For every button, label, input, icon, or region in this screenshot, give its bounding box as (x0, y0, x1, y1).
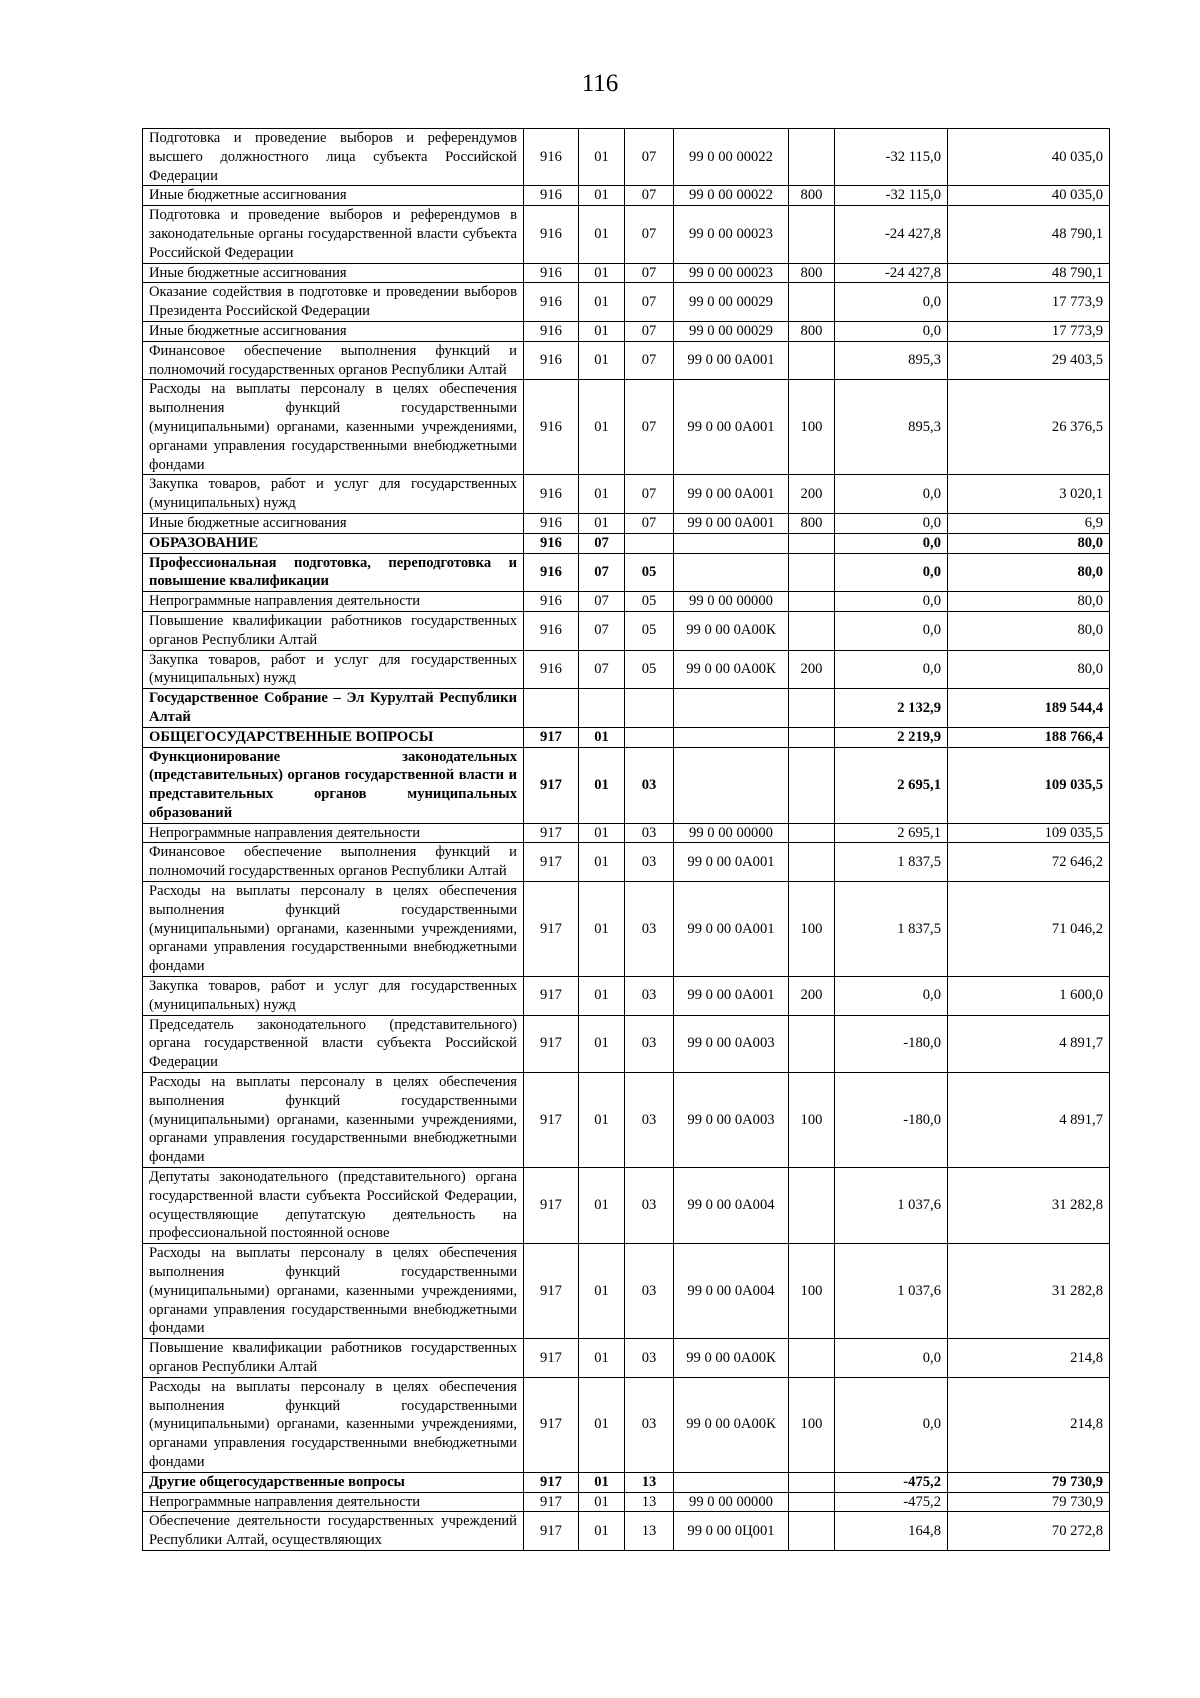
section-code-cell: 01 (579, 380, 625, 475)
subsection-code-cell: 13 (625, 1472, 674, 1492)
row-name-cell: Обеспечение деятельности государственных учреждений Республики Алтай, осуществляющих (143, 1512, 524, 1551)
expense-kind-cell: 200 (789, 475, 835, 514)
subsection-code-cell: 07 (625, 321, 674, 341)
target-code-cell: 99 0 00 0А00К (674, 1377, 789, 1472)
expense-kind-cell (789, 727, 835, 747)
table-body (143, 129, 1110, 1551)
amount-change-cell: 895,3 (835, 341, 948, 380)
admin-code-cell: 917 (524, 727, 579, 747)
table-row (143, 1377, 1110, 1472)
admin-code-cell: 916 (524, 283, 579, 322)
amount-total-cell: 1 600,0 (948, 977, 1110, 1016)
section-code-cell: 01 (579, 747, 625, 823)
row-name-cell: Расходы на выплаты персоналу в целях обеспечения выполнения функций государственными (муниципальными) органами, казенными учреждениями, органами управления государственными внебюджетными фондами (143, 380, 524, 475)
subsection-code-cell: 07 (625, 283, 674, 322)
target-code-cell: 99 0 00 0А001 (674, 882, 789, 977)
amount-change-cell: -24 427,8 (835, 263, 948, 283)
section-code-cell: 01 (579, 823, 625, 843)
admin-code-cell: 917 (524, 1168, 579, 1244)
page-number: 116 (581, 70, 619, 97)
admin-code-cell: 917 (524, 977, 579, 1016)
expense-kind-cell: 200 (789, 977, 835, 1016)
admin-code-cell: 916 (524, 263, 579, 283)
amount-change-cell: 0,0 (835, 1339, 948, 1378)
table-row (143, 206, 1110, 263)
amount-total-cell: 3 020,1 (948, 475, 1110, 514)
amount-total-cell: 79 730,9 (948, 1472, 1110, 1492)
row-name-cell: Финансовое обеспечение выполнения функций и полномочий государственных органов Республики Алтай (143, 843, 524, 882)
section-code-cell: 01 (579, 475, 625, 514)
row-name-cell: Оказание содействия в подготовке и проведении выборов Президента Российской Федерации (143, 283, 524, 322)
expense-kind-cell (789, 1492, 835, 1512)
target-code-cell: 99 0 00 0А00К (674, 611, 789, 650)
section-code-cell: 07 (579, 533, 625, 553)
table-row (143, 882, 1110, 977)
target-code-cell: 99 0 00 0А001 (674, 380, 789, 475)
table-row (143, 1168, 1110, 1244)
target-code-cell (674, 727, 789, 747)
admin-code-cell: 916 (524, 513, 579, 533)
subsection-code-cell: 05 (625, 592, 674, 612)
table-row (143, 592, 1110, 612)
amount-total-cell: 40 035,0 (948, 129, 1110, 186)
expense-kind-cell: 100 (789, 380, 835, 475)
amount-total-cell: 80,0 (948, 553, 1110, 592)
expense-kind-cell: 800 (789, 321, 835, 341)
target-code-cell: 99 0 00 0А001 (674, 513, 789, 533)
target-code-cell: 99 0 00 0А004 (674, 1168, 789, 1244)
amount-change-cell: -32 115,0 (835, 186, 948, 206)
subsection-code-cell: 07 (625, 341, 674, 380)
section-code-cell: 01 (579, 186, 625, 206)
expense-kind-cell (789, 553, 835, 592)
row-name-cell: ОБЩЕГОСУДАРСТВЕННЫЕ ВОПРОСЫ (143, 727, 524, 747)
section-code-cell: 01 (579, 283, 625, 322)
table-row (143, 1073, 1110, 1168)
admin-code-cell: 916 (524, 475, 579, 514)
amount-total-cell: 72 646,2 (948, 843, 1110, 882)
section-code-cell: 01 (579, 1492, 625, 1512)
subsection-code-cell (625, 689, 674, 728)
row-name-cell: Профессиональная подготовка, переподготовка и повышение квалификации (143, 553, 524, 592)
row-name-cell: Иные бюджетные ассигнования (143, 321, 524, 341)
admin-code-cell: 917 (524, 843, 579, 882)
subsection-code-cell: 07 (625, 380, 674, 475)
amount-total-cell: 70 272,8 (948, 1512, 1110, 1551)
section-code-cell: 07 (579, 611, 625, 650)
target-code-cell: 99 0 00 0А001 (674, 843, 789, 882)
amount-change-cell: 0,0 (835, 1377, 948, 1472)
table-row (143, 186, 1110, 206)
subsection-code-cell: 07 (625, 513, 674, 533)
subsection-code-cell: 03 (625, 1073, 674, 1168)
expense-kind-cell (789, 1015, 835, 1072)
amount-change-cell: 0,0 (835, 533, 948, 553)
section-code-cell: 01 (579, 977, 625, 1016)
subsection-code-cell: 13 (625, 1492, 674, 1512)
amount-change-cell: -32 115,0 (835, 129, 948, 186)
admin-code-cell: 917 (524, 1472, 579, 1492)
admin-code-cell: 917 (524, 1073, 579, 1168)
row-name-cell: Расходы на выплаты персоналу в целях обеспечения выполнения функций государственными (муниципальными) органами, казенными учреждениями, органами управления государственными внебюджетными фондами (143, 882, 524, 977)
target-code-cell: 99 0 00 00000 (674, 823, 789, 843)
table-row (143, 1339, 1110, 1378)
amount-change-cell: -180,0 (835, 1073, 948, 1168)
amount-total-cell: 214,8 (948, 1377, 1110, 1472)
target-code-cell: 99 0 00 00000 (674, 592, 789, 612)
admin-code-cell: 916 (524, 553, 579, 592)
subsection-code-cell: 07 (625, 263, 674, 283)
amount-change-cell: 0,0 (835, 592, 948, 612)
section-code-cell: 01 (579, 1339, 625, 1378)
target-code-cell: 99 0 00 0А003 (674, 1015, 789, 1072)
expense-kind-cell (789, 533, 835, 553)
target-code-cell: 99 0 00 0А003 (674, 1073, 789, 1168)
section-code-cell: 01 (579, 263, 625, 283)
amount-change-cell: 0,0 (835, 475, 948, 514)
table-row (143, 129, 1110, 186)
row-name-cell: Другие общегосударственные вопросы (143, 1472, 524, 1492)
target-code-cell (674, 553, 789, 592)
amount-total-cell: 188 766,4 (948, 727, 1110, 747)
expense-kind-cell: 100 (789, 1244, 835, 1339)
subsection-code-cell: 03 (625, 1244, 674, 1339)
target-code-cell (674, 747, 789, 823)
amount-change-cell: 2 695,1 (835, 747, 948, 823)
subsection-code-cell: 05 (625, 611, 674, 650)
table-row (143, 1492, 1110, 1512)
amount-change-cell: -475,2 (835, 1492, 948, 1512)
table-row (143, 689, 1110, 728)
budget-table (142, 128, 1110, 1551)
subsection-code-cell: 05 (625, 553, 674, 592)
section-code-cell (579, 689, 625, 728)
amount-total-cell: 80,0 (948, 611, 1110, 650)
expense-kind-cell (789, 1472, 835, 1492)
subsection-code-cell: 05 (625, 650, 674, 689)
amount-total-cell: 80,0 (948, 533, 1110, 553)
section-code-cell: 01 (579, 843, 625, 882)
admin-code-cell: 916 (524, 592, 579, 612)
target-code-cell: 99 0 00 0Ц001 (674, 1512, 789, 1551)
table-row (143, 380, 1110, 475)
subsection-code-cell: 03 (625, 1168, 674, 1244)
target-code-cell: 99 0 00 0А00К (674, 1339, 789, 1378)
table-row (143, 1015, 1110, 1072)
expense-kind-cell: 100 (789, 1377, 835, 1472)
target-code-cell (674, 533, 789, 553)
amount-change-cell: 895,3 (835, 380, 948, 475)
section-code-cell: 01 (579, 513, 625, 533)
table-row (143, 263, 1110, 283)
row-name-cell: Иные бюджетные ассигнования (143, 263, 524, 283)
table-row (143, 1244, 1110, 1339)
row-name-cell: Непрограммные направления деятельности (143, 1492, 524, 1512)
subsection-code-cell: 13 (625, 1512, 674, 1551)
amount-change-cell: -180,0 (835, 1015, 948, 1072)
amount-total-cell: 31 282,8 (948, 1244, 1110, 1339)
subsection-code-cell: 07 (625, 206, 674, 263)
subsection-code-cell: 03 (625, 843, 674, 882)
target-code-cell (674, 689, 789, 728)
table-row (143, 843, 1110, 882)
amount-change-cell: 0,0 (835, 650, 948, 689)
amount-change-cell: -24 427,8 (835, 206, 948, 263)
target-code-cell: 99 0 00 00023 (674, 206, 789, 263)
subsection-code-cell: 03 (625, 823, 674, 843)
table-row (143, 475, 1110, 514)
expense-kind-cell (789, 1339, 835, 1378)
section-code-cell: 01 (579, 1015, 625, 1072)
table-row (143, 1472, 1110, 1492)
table-row (143, 727, 1110, 747)
table-row (143, 533, 1110, 553)
subsection-code-cell: 03 (625, 747, 674, 823)
amount-change-cell: 1 037,6 (835, 1168, 948, 1244)
row-name-cell: ОБРАЗОВАНИЕ (143, 533, 524, 553)
section-code-cell: 01 (579, 206, 625, 263)
section-code-cell: 01 (579, 1472, 625, 1492)
expense-kind-cell: 200 (789, 650, 835, 689)
subsection-code-cell: 07 (625, 129, 674, 186)
row-name-cell: Непрограммные направления деятельности (143, 592, 524, 612)
amount-total-cell: 80,0 (948, 650, 1110, 689)
admin-code-cell (524, 689, 579, 728)
amount-total-cell: 29 403,5 (948, 341, 1110, 380)
section-code-cell: 01 (579, 1244, 625, 1339)
row-name-cell: Функционирование законодательных (представительных) органов государственной власти и представительных органов муниципальных образований (143, 747, 524, 823)
table-row (143, 553, 1110, 592)
subsection-code-cell: 07 (625, 475, 674, 514)
admin-code-cell: 916 (524, 206, 579, 263)
row-name-cell: Закупка товаров, работ и услуг для государственных (муниципальных) нужд (143, 977, 524, 1016)
target-code-cell: 99 0 00 00029 (674, 321, 789, 341)
target-code-cell: 99 0 00 00000 (674, 1492, 789, 1512)
amount-total-cell: 17 773,9 (948, 283, 1110, 322)
expense-kind-cell (789, 611, 835, 650)
target-code-cell: 99 0 00 0А001 (674, 341, 789, 380)
section-code-cell: 01 (579, 1512, 625, 1551)
row-name-cell: Депутаты законодательного (представительного) органа государственной власти субъекта Российской Федерации, осуществляющие депутатскую деятельность на профессиональной постоянной основе (143, 1168, 524, 1244)
target-code-cell: 99 0 00 0А001 (674, 475, 789, 514)
amount-change-cell: 1 837,5 (835, 882, 948, 977)
table-row (143, 283, 1110, 322)
target-code-cell: 99 0 00 0А001 (674, 977, 789, 1016)
amount-change-cell: 2 695,1 (835, 823, 948, 843)
admin-code-cell: 916 (524, 129, 579, 186)
admin-code-cell: 917 (524, 1492, 579, 1512)
expense-kind-cell (789, 283, 835, 322)
amount-change-cell: 0,0 (835, 283, 948, 322)
expense-kind-cell (789, 129, 835, 186)
admin-code-cell: 917 (524, 1339, 579, 1378)
admin-code-cell: 916 (524, 611, 579, 650)
expense-kind-cell (789, 1512, 835, 1551)
section-code-cell: 01 (579, 129, 625, 186)
section-code-cell: 07 (579, 553, 625, 592)
amount-total-cell: 4 891,7 (948, 1073, 1110, 1168)
row-name-cell: Государственное Собрание – Эл Курултай Республики Алтай (143, 689, 524, 728)
table-row (143, 747, 1110, 823)
section-code-cell: 01 (579, 1168, 625, 1244)
section-code-cell: 07 (579, 592, 625, 612)
amount-change-cell: 2 219,9 (835, 727, 948, 747)
target-code-cell: 99 0 00 0А00К (674, 650, 789, 689)
expense-kind-cell (789, 843, 835, 882)
amount-change-cell: 0,0 (835, 553, 948, 592)
row-name-cell: Председатель законодательного (представительного) органа государственной власти субъекта Российской Федерации (143, 1015, 524, 1072)
table-row (143, 341, 1110, 380)
amount-change-cell: 1 037,6 (835, 1244, 948, 1339)
subsection-code-cell (625, 533, 674, 553)
expense-kind-cell (789, 747, 835, 823)
table-row (143, 513, 1110, 533)
target-code-cell: 99 0 00 00022 (674, 129, 789, 186)
amount-change-cell: 0,0 (835, 977, 948, 1016)
admin-code-cell: 916 (524, 341, 579, 380)
admin-code-cell: 917 (524, 882, 579, 977)
amount-total-cell: 109 035,5 (948, 747, 1110, 823)
table-row (143, 650, 1110, 689)
row-name-cell: Расходы на выплаты персоналу в целях обеспечения выполнения функций государственными (муниципальными) органами, казенными учреждениями, органами управления государственными внебюджетными фондами (143, 1073, 524, 1168)
section-code-cell: 01 (579, 1073, 625, 1168)
section-code-cell: 01 (579, 1377, 625, 1472)
admin-code-cell: 916 (524, 186, 579, 206)
amount-change-cell: 0,0 (835, 513, 948, 533)
row-name-cell: Закупка товаров, работ и услуг для государственных (муниципальных) нужд (143, 650, 524, 689)
amount-total-cell: 48 790,1 (948, 206, 1110, 263)
admin-code-cell: 917 (524, 1377, 579, 1472)
target-code-cell: 99 0 00 00023 (674, 263, 789, 283)
amount-total-cell: 79 730,9 (948, 1492, 1110, 1512)
amount-total-cell: 48 790,1 (948, 263, 1110, 283)
table-row (143, 321, 1110, 341)
target-code-cell: 99 0 00 00029 (674, 283, 789, 322)
subsection-code-cell: 03 (625, 977, 674, 1016)
admin-code-cell: 917 (524, 823, 579, 843)
expense-kind-cell (789, 689, 835, 728)
subsection-code-cell (625, 727, 674, 747)
amount-total-cell: 26 376,5 (948, 380, 1110, 475)
expense-kind-cell: 800 (789, 513, 835, 533)
row-name-cell: Иные бюджетные ассигнования (143, 513, 524, 533)
target-code-cell: 99 0 00 0А004 (674, 1244, 789, 1339)
admin-code-cell: 916 (524, 533, 579, 553)
table-row (143, 823, 1110, 843)
row-name-cell: Иные бюджетные ассигнования (143, 186, 524, 206)
admin-code-cell: 917 (524, 1512, 579, 1551)
table-row (143, 1512, 1110, 1551)
admin-code-cell: 917 (524, 1244, 579, 1339)
admin-code-cell: 917 (524, 747, 579, 823)
row-name-cell: Расходы на выплаты персоналу в целях обеспечения выполнения функций государственными (муниципальными) органами, казенными учреждениями, органами управления государственными внебюджетными фондами (143, 1377, 524, 1472)
amount-total-cell: 80,0 (948, 592, 1110, 612)
expense-kind-cell (789, 206, 835, 263)
target-code-cell (674, 1472, 789, 1492)
subsection-code-cell: 03 (625, 1377, 674, 1472)
admin-code-cell: 916 (524, 380, 579, 475)
expense-kind-cell (789, 823, 835, 843)
amount-total-cell: 214,8 (948, 1339, 1110, 1378)
expense-kind-cell: 100 (789, 1073, 835, 1168)
amount-change-cell: 164,8 (835, 1512, 948, 1551)
table-row (143, 977, 1110, 1016)
amount-total-cell: 109 035,5 (948, 823, 1110, 843)
amount-total-cell: 31 282,8 (948, 1168, 1110, 1244)
section-code-cell: 01 (579, 882, 625, 977)
amount-total-cell: 6,9 (948, 513, 1110, 533)
section-code-cell: 01 (579, 341, 625, 380)
section-code-cell: 07 (579, 650, 625, 689)
row-name-cell: Финансовое обеспечение выполнения функций и полномочий государственных органов Республики Алтай (143, 341, 524, 380)
expense-kind-cell: 100 (789, 882, 835, 977)
table-row (143, 611, 1110, 650)
admin-code-cell: 916 (524, 650, 579, 689)
section-code-cell: 01 (579, 321, 625, 341)
row-name-cell: Подготовка и проведение выборов и референдумов в законодательные органы государственной власти субъекта Российской Федерации (143, 206, 524, 263)
expense-kind-cell: 800 (789, 263, 835, 283)
amount-change-cell: 1 837,5 (835, 843, 948, 882)
amount-change-cell: 0,0 (835, 321, 948, 341)
admin-code-cell: 917 (524, 1015, 579, 1072)
row-name-cell: Подготовка и проведение выборов и референдумов высшего должностного лица субъекта Российской Федерации (143, 129, 524, 186)
amount-total-cell: 189 544,4 (948, 689, 1110, 728)
row-name-cell: Повышение квалификации работников государственных органов Республики Алтай (143, 1339, 524, 1378)
amount-total-cell: 40 035,0 (948, 186, 1110, 206)
admin-code-cell: 916 (524, 321, 579, 341)
amount-total-cell: 71 046,2 (948, 882, 1110, 977)
amount-change-cell: 0,0 (835, 611, 948, 650)
row-name-cell: Повышение квалификации работников государственных органов Республики Алтай (143, 611, 524, 650)
expense-kind-cell (789, 592, 835, 612)
expense-kind-cell (789, 341, 835, 380)
amount-change-cell: 2 132,9 (835, 689, 948, 728)
amount-total-cell: 17 773,9 (948, 321, 1110, 341)
subsection-code-cell: 03 (625, 882, 674, 977)
amount-total-cell: 4 891,7 (948, 1015, 1110, 1072)
expense-kind-cell: 800 (789, 186, 835, 206)
row-name-cell: Непрограммные направления деятельности (143, 823, 524, 843)
subsection-code-cell: 03 (625, 1339, 674, 1378)
subsection-code-cell: 03 (625, 1015, 674, 1072)
subsection-code-cell: 07 (625, 186, 674, 206)
row-name-cell: Закупка товаров, работ и услуг для государственных (муниципальных) нужд (143, 475, 524, 514)
section-code-cell: 01 (579, 727, 625, 747)
row-name-cell: Расходы на выплаты персоналу в целях обеспечения выполнения функций государственными (муниципальными) органами, казенными учреждениями, органами управления государственными внебюджетными фондами (143, 1244, 524, 1339)
target-code-cell: 99 0 00 00022 (674, 186, 789, 206)
amount-change-cell: -475,2 (835, 1472, 948, 1492)
expense-kind-cell (789, 1168, 835, 1244)
